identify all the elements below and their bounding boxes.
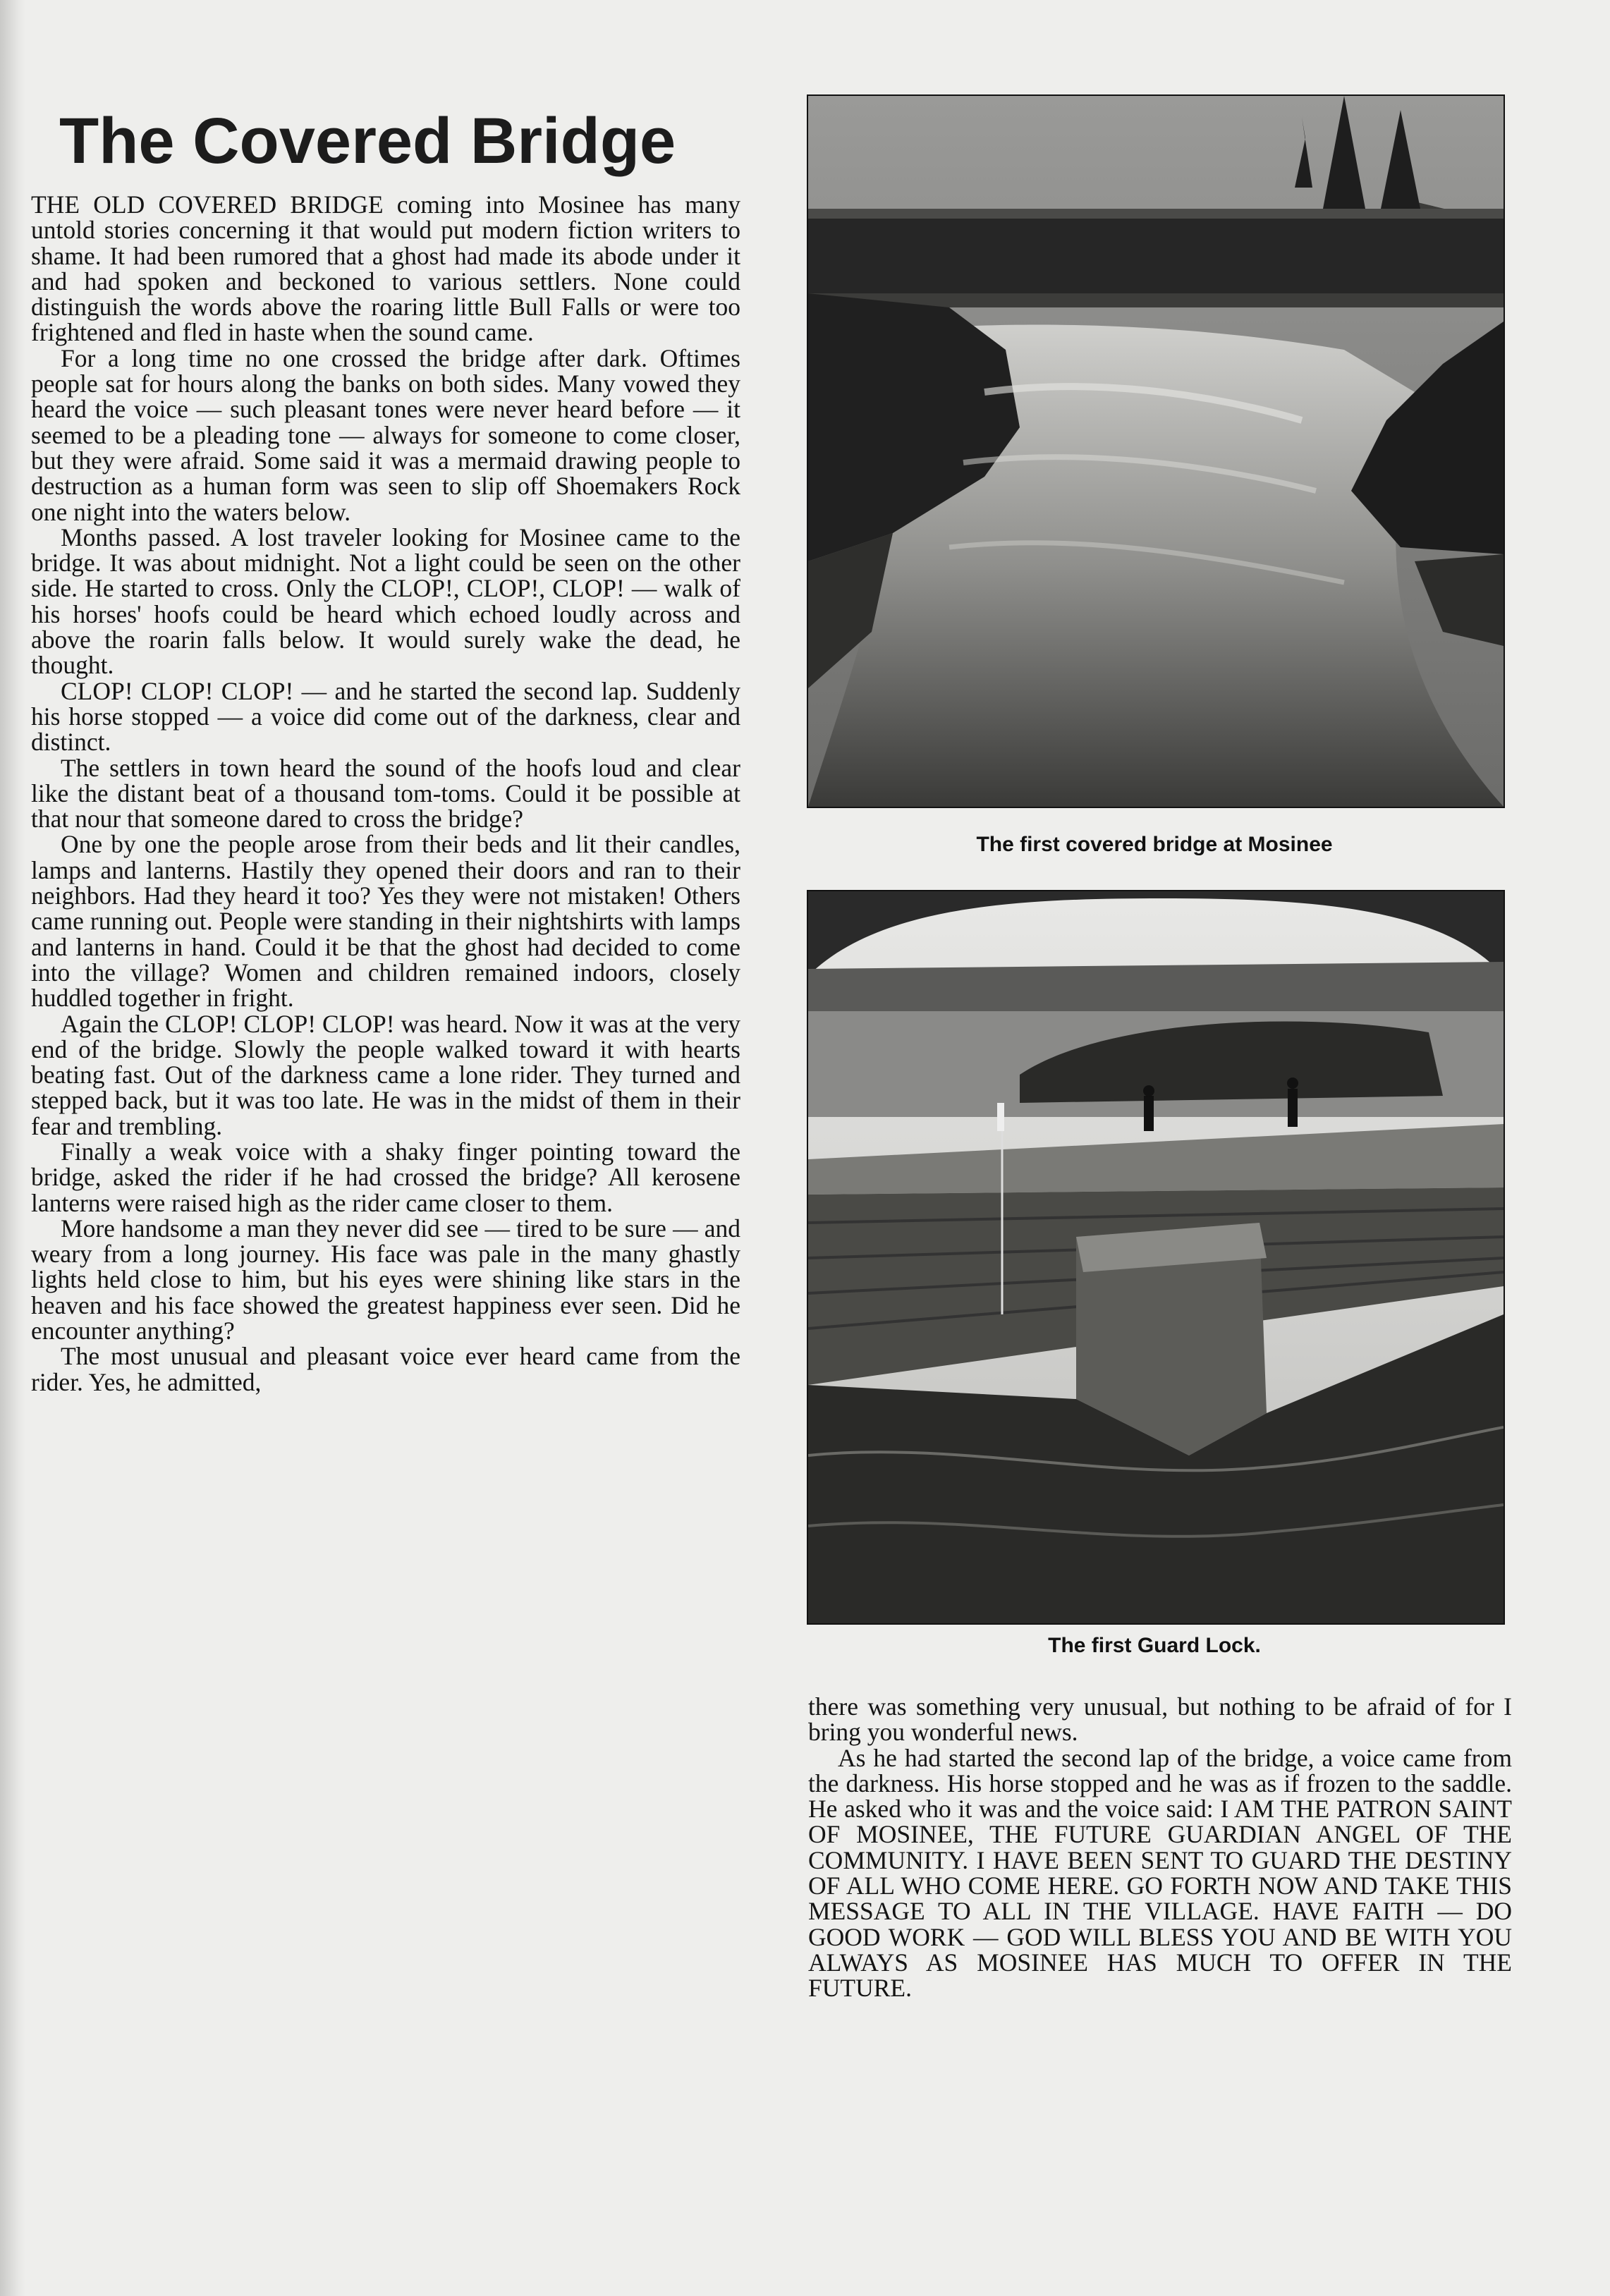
paragraph: CLOP! CLOP! CLOP! — and he started the second lap. Suddenly his horse stopped — a voice did come out of the darkness, clear and distinct. [31,676,740,757]
article-left-column [31,192,740,1395]
page-binding-edge [0,0,25,2296]
paragraph: Finally a weak voice with a shaky finger pointing toward the bridge, asked the rider if he had crossed the bridge? All kerosene lanterns were raised high as the rider came closer to them. [31,1137,740,1217]
guard-lock-photo [807,890,1505,1625]
paragraph: One by one the people arose from their beds and lit their candles, lamps and lanterns. Hastily they opened their doors and ran to their neighbors. Had they heard it too? Yes they were not mistaken! Others came running out. People were standing in their nightshirts with lamps and lanterns in hand. Could it be that the ghost had decided to come into the village? Women and children remained indoors, closely huddled together in fright. [31,830,740,1013]
article-title: The Covered Bridge [59,105,676,177]
paragraph: As he had started the second lap of the bridge, a voice came from the darkness. His horse stopped and he was as if frozen to the saddle. He asked who it was and the voice said: I AM THE PATRON SAINT OF MOSINEE, THE FUTURE GUARDIAN ANGEL OF THE COMMUNITY. I HAVE BEEN SENT TO GUARD THE DESTINY OF ALL WHO COME HERE. GO FORTH NOW AND TAKE THIS MESSAGE TO ALL IN THE VILLAGE. HAVE FAITH — DO GOOD WORK — GOD WILL BLESS YOU AND BE WITH YOU ALWAYS AS MOSINEE HAS MUCH TO OFFER IN THE FUTURE. [808,1743,1512,2003]
figure-caption: The first Guard Lock. [1048,1634,1261,1657]
paragraph: Again the CLOP! CLOP! CLOP! was heard. Now it was at the very end of the bridge. Slowly the people walked toward it with hearts beating fast. Out of the darkness came a lone rider. They turned and stepped back, but it was too late. He was in the midst of them in their fear and trembling. [31,1009,740,1140]
paragraph: The most unusual and pleasant voice ever heard came from the rider. Yes, he admitted, [31,1342,740,1396]
covered-bridge-image [808,96,1504,807]
paragraph: there was something very unusual, but nothing to be afraid of for I bring you wonderful news. [808,1692,1512,1747]
figure-caption: The first covered bridge at Mosinee [976,833,1333,856]
guard-lock-image [808,891,1504,1623]
paragraph: The settlers in town heard the sound of the hoofs loud and clear like the distant beat of a thousand tom-toms. Could it be possible at that nour that someone dared to cross the bridge? [31,753,740,833]
covered-bridge-photo [807,94,1505,808]
paragraph: THE OLD COVERED BRIDGE coming into Mosinee has many untold stories concerning it that would put modern fiction writers to shame. It had been rumored that a ghost had made its abode under it and had spoken and beckoned to various settlers. None could distinguish the words above the roaring little Bull Falls or were too frightened and fled in haste when the sound came. [31,190,740,347]
paragraph: For a long time no one crossed the bridge after dark. Oftimes people sat for hours along the banks on both sides. Many vowed they heard the voice — such pleasant tones were never heard before — it seemed to be a pleading tone — always for someone to come closer, but they were afraid. Some said it was a mermaid drawing people to destruction as a human form was seen to slip off Shoemakers Rock one night into the waters below. [31,343,740,526]
article-right-column [808,1694,1512,2001]
paragraph: Months passed. A lost traveler looking for Mosinee came to the bridge. It was about midnight. Not a light could be seen on the other side. He started to cross. Only the CLOP!, CLOP!, CLOP! — walk of his horses' hoofs could be heard which echoed loudly across and above the roarin falls below. It would surely wake the dead, he thought. [31,523,740,680]
paragraph: More handsome a man they never did see — tired to be sure — and weary from a long journey. His face was pale in the many ghastly lights held close to him, but his eyes were shining like stars in the heaven and his face showed the greatest happiness ever seen. Did he encounter anything? [31,1214,740,1345]
